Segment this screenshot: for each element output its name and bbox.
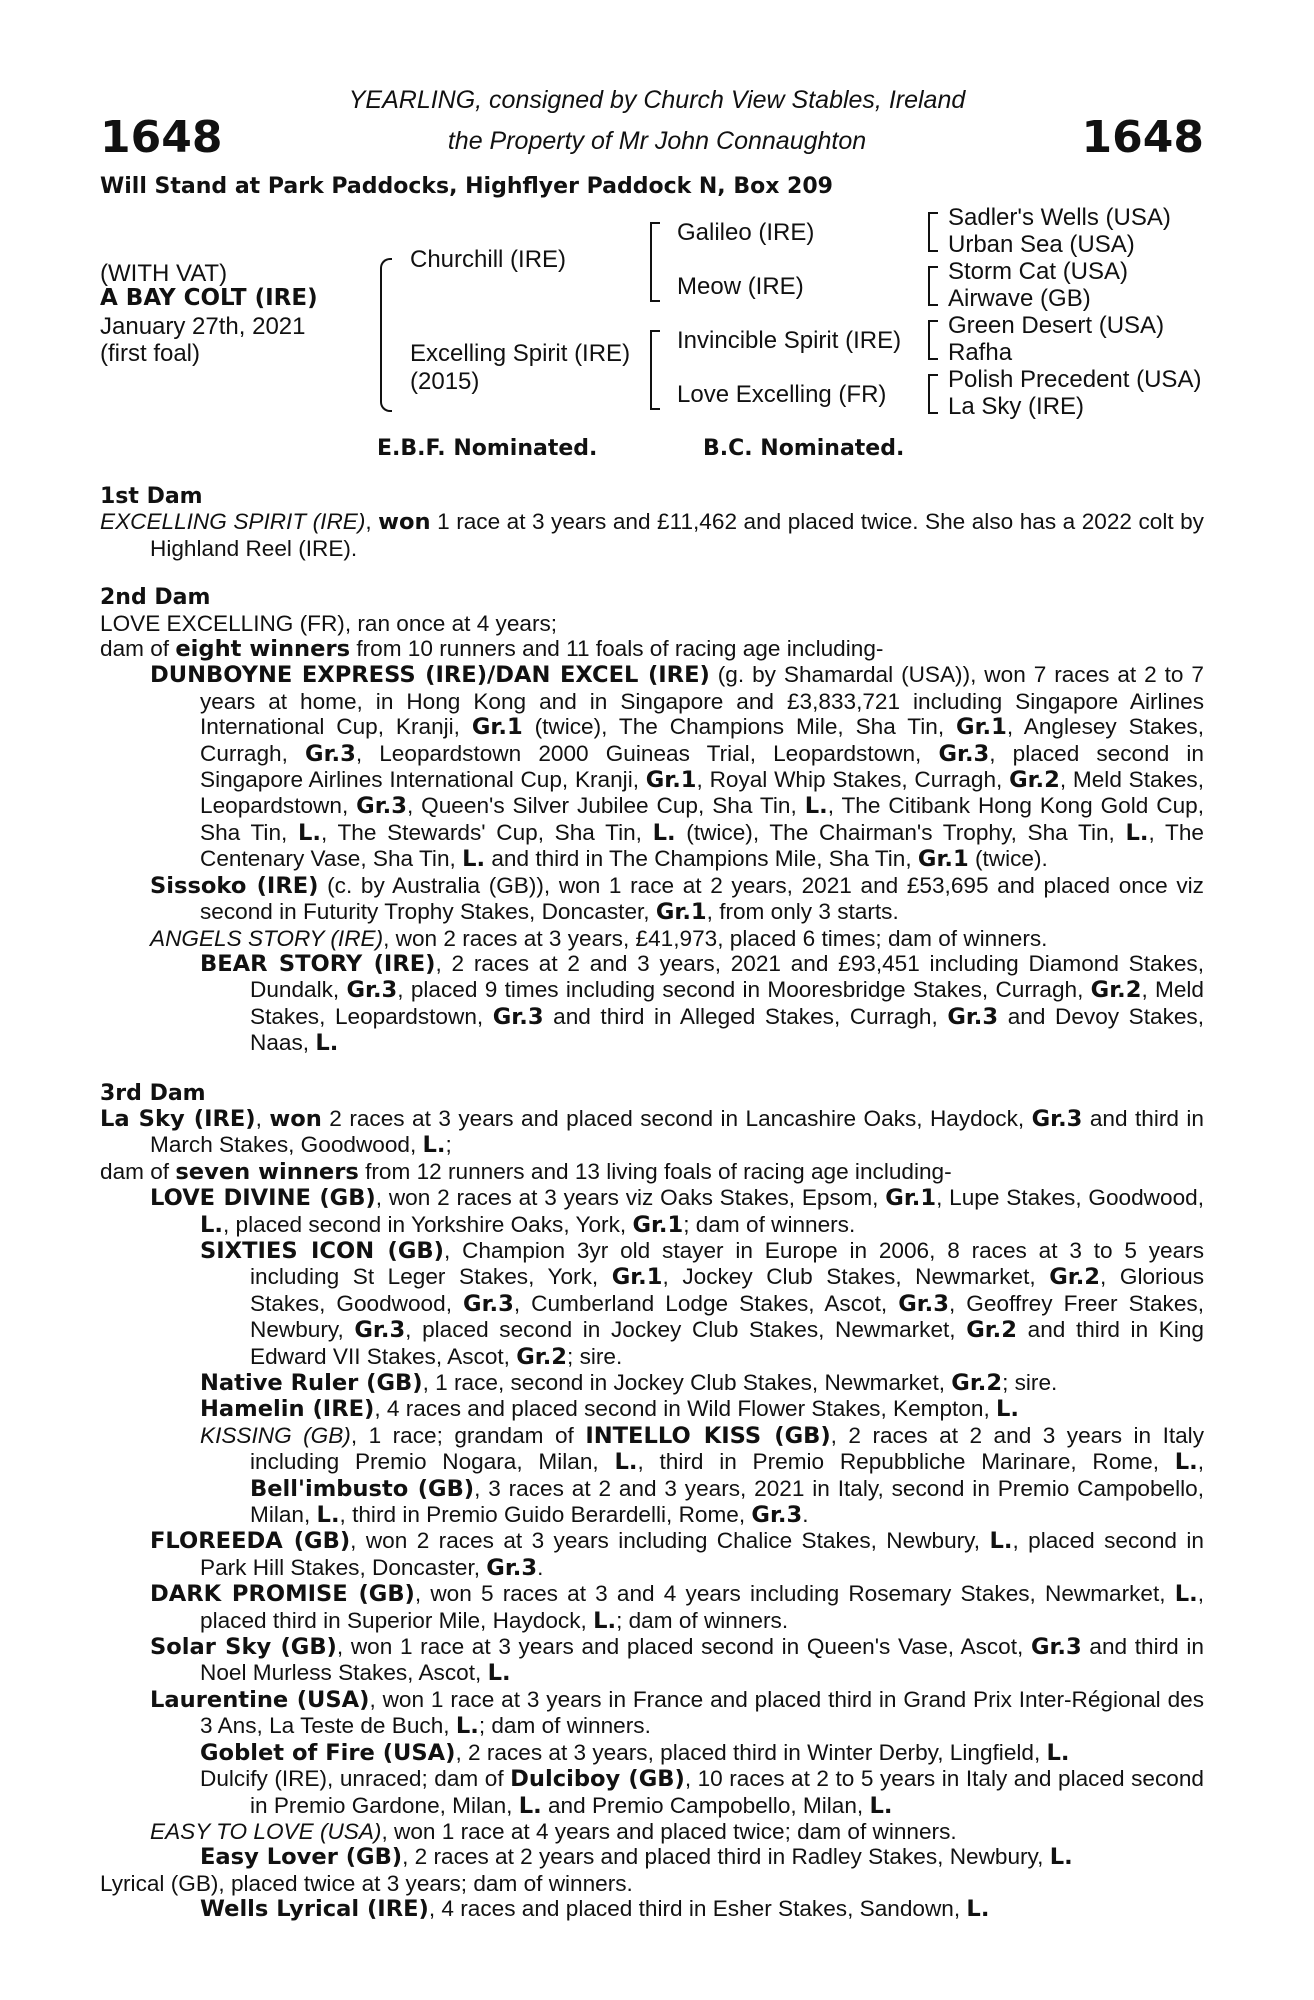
bold-text: L. (966, 1896, 990, 1923)
dam-dam: Love Excelling (FR) (677, 381, 887, 408)
bold-text: INTELLO KISS (GB) (585, 1422, 831, 1449)
text-run: , 1 race; grandam of (350, 1422, 586, 1448)
text-run: ; dam of winners. (616, 1607, 789, 1633)
sire-name: Churchill (IRE) (410, 246, 567, 273)
bold-text: Gr.2 (951, 1370, 1003, 1396)
bold-text: Gr.1 (632, 1211, 684, 1238)
text-run: . (802, 1502, 809, 1528)
bold-text: L. (315, 1030, 339, 1057)
bold-text: L. (462, 846, 486, 873)
owner-line: the Property of Mr John Connaughton (447, 127, 867, 155)
text-run: and third in The Champions Mile, Sha Tin, (485, 846, 918, 872)
bold-text: Gr.3 (947, 1003, 999, 1030)
bold-text: DARK PROMISE (GB) (150, 1581, 415, 1608)
bold-text: Gr.3 (354, 1317, 406, 1344)
text-run: , 1 race, second in Jockey Club Stakes, Newmarket, (422, 1370, 952, 1395)
bold-text: Gr.2 (1049, 1264, 1101, 1291)
text-run: , Jockey Club Stakes, Newmarket, (662, 1264, 1050, 1290)
bold-text: Gr.1 (471, 714, 523, 741)
text-run: , won 2 races at 3 years, £41,973, placed 6 times; dam of winners. (383, 925, 1048, 951)
bracket-dam (650, 330, 660, 410)
italic-text: EASY TO LOVE (USA) (150, 1818, 382, 1844)
bold-text: Laurentine (USA) (150, 1686, 370, 1713)
bold-text: Sissoko (IRE) (150, 872, 319, 899)
entry (100, 951, 1204, 1057)
bold-text: L. (1049, 1844, 1073, 1871)
entry (100, 1766, 1204, 1819)
text-run: , 4 races and placed second in Wild Flower Stakes, Kempton, (374, 1396, 996, 1422)
text-run: , The Centenary Vase, Sha Tin, (200, 819, 1204, 872)
bracket-dd (928, 374, 938, 414)
bold-text: Dulciboy (GB) (510, 1766, 685, 1793)
text-run: , third in Premio Guido Berardelli, Rome, (339, 1502, 752, 1528)
lot-number-right: 1648 (1081, 112, 1204, 163)
dam-sire: Invincible Spirit (IRE) (677, 327, 902, 354)
bold-text: eight winners (175, 636, 351, 663)
entry (100, 926, 1204, 951)
consignor-line: YEARLING, consigned by Church View Stables, Ireland (348, 86, 966, 114)
bold-text: DUNBOYNE EXPRESS (IRE)/DAN EXCEL (IRE) (150, 662, 710, 689)
bold-text: Hamelin (IRE) (200, 1396, 375, 1423)
sd-dam: Airwave (GB) (948, 285, 1091, 312)
entry (100, 611, 1204, 636)
dd-sire: Polish Precedent (USA) (948, 366, 1202, 393)
text-run: , (1197, 1449, 1204, 1475)
dam-year: (2015) (410, 368, 480, 395)
bracket-ds (928, 320, 938, 360)
bold-text: L. (1046, 1739, 1070, 1766)
bold-text: Wells Lyrical (IRE) (200, 1896, 429, 1923)
entry (100, 636, 1204, 662)
text-run: ; dam of winners. (478, 1713, 651, 1739)
dd-dam: La Sky (IRE) (948, 393, 1085, 420)
text-run: , placed second in Park Hill Stakes, Doncaster, (200, 1528, 1204, 1580)
text-run: ; sire. (1002, 1370, 1058, 1395)
lot-number-left: 1648 (100, 112, 223, 163)
entry (100, 1844, 1204, 1870)
bold-text: Gr.3 (346, 977, 398, 1004)
bracket-sire (650, 222, 660, 302)
bold-text: Gr.1 (885, 1185, 937, 1212)
bold-text: Gr.3 (938, 740, 990, 767)
bold-text: L. (996, 1396, 1019, 1423)
bold-text: Gr.1 (645, 767, 697, 794)
text-run: , Leopardstown 2000 Guineas Trial, Leopardstown, (355, 740, 939, 766)
text-run: from 12 runners and 13 living foals of racing age including- (358, 1158, 952, 1184)
bold-text: Gr.3 (1031, 1105, 1083, 1132)
entry (100, 1423, 1204, 1529)
bold-text: Gr.3 (1030, 1634, 1082, 1661)
text-run: , won 2 races at 3 years including Chalice Stakes, Newbury, (350, 1528, 990, 1554)
entry (100, 1634, 1204, 1687)
bold-text: Gr.3 (486, 1554, 538, 1581)
text-run: , placed 9 times including second in Mooresbridge Stakes, Curragh, (397, 977, 1091, 1003)
bc-nomination: B.C. Nominated. (703, 436, 905, 461)
bold-text: Gr.2 (516, 1343, 568, 1370)
ss-sire: Sadler's Wells (USA) (948, 204, 1171, 231)
text-run: , 10 races at 2 to 5 years in Italy and placed second in Premio Gardone, Milan, (250, 1766, 1204, 1818)
text-run: LOVE EXCELLING (FR), ran once at 4 years; (100, 610, 558, 636)
bold-text: L. (614, 1449, 638, 1476)
sire-sire: Galileo (IRE) (677, 219, 815, 246)
bold-text: Gr.1 (611, 1264, 663, 1291)
entry (100, 1581, 1204, 1634)
entry (100, 1396, 1204, 1422)
bold-text: L. (1174, 1449, 1198, 1476)
text-run: (twice), The Champions Mile, Sha Tin, (522, 714, 957, 740)
third-dam-heading: 3rd Dam (100, 1080, 206, 1106)
entry (100, 1159, 1204, 1185)
ss-dam: Urban Sea (USA) (948, 231, 1135, 258)
entry (100, 1819, 1204, 1844)
text-run: , (255, 1105, 270, 1131)
text-run: , Meld Stakes, Leopardstown, (200, 767, 1204, 819)
text-run: (twice). (968, 846, 1048, 872)
bold-text: L. (1174, 1581, 1198, 1608)
italic-text: KISSING (GB) (200, 1422, 351, 1448)
entry (100, 1528, 1204, 1581)
bold-text: FLOREEDA (GB) (150, 1528, 351, 1555)
text-run: (twice), The Chairman's Trophy, Sha Tin, (675, 819, 1126, 845)
bold-text: won (269, 1105, 322, 1132)
foal-note: (first foal) (100, 340, 201, 367)
bracket-ss (928, 212, 938, 252)
italic-text: EXCELLING SPIRIT (IRE) (100, 509, 366, 535)
horse-name: A BAY COLT (IRE) (100, 285, 318, 311)
sire-dam: Meow (IRE) (677, 273, 804, 300)
text-run: , (365, 509, 379, 535)
entry (100, 1740, 1204, 1766)
text-run: dam of (100, 636, 176, 662)
text-run: Lyrical (GB), placed twice at 3 years; dam of winners. (100, 1870, 633, 1896)
text-run: , placed second in Singapore Airlines International Cup, Kranji, (200, 740, 1204, 793)
bold-text: L. (455, 1713, 479, 1740)
ds-sire: Green Desert (USA) (948, 312, 1165, 339)
second-dam-heading: 2nd Dam (100, 585, 211, 611)
text-run: from 10 runners and 11 foals of racing age including- (350, 636, 884, 662)
text-run: , Cumberland Lodge Stakes, Ascot, (513, 1290, 899, 1316)
bold-text: Easy Lover (GB) (200, 1844, 403, 1871)
text-run: ; dam of winners. (683, 1211, 856, 1237)
bold-text: Gr.3 (463, 1290, 514, 1317)
bold-text: Gr.2 (1090, 977, 1142, 1004)
text-run: 1 race at 3 years and £11,462 and placed twice. She also has a 2022 colt by Highland Reel (IRE). (150, 509, 1204, 561)
text-run: , 2 races at 2 and 3 years in Italy including Premio Nogara, Milan, (250, 1422, 1205, 1475)
text-run: and Devoy Stakes, Naas, (250, 1003, 1205, 1056)
text-run: and third in March Stakes, Goodwood, (150, 1105, 1204, 1158)
text-run: (c. by Australia (GB)), won 1 race at 2 years, 2021 and £53,695 and placed once viz second in Futurity Trophy Stakes, Doncaster, (200, 872, 1204, 925)
bold-text: SIXTIES ICON (GB) (200, 1237, 444, 1264)
first-dam-heading: 1st Dam (100, 484, 203, 509)
stand-location: Will Stand at Park Paddocks, Highflyer Paddock N, Box 209 (100, 174, 833, 199)
bold-text: Gr.3 (898, 1290, 949, 1317)
bold-text: L. (869, 1792, 893, 1819)
text-run: , placed second in Jockey Club Stakes, Newmarket, (405, 1317, 967, 1343)
text-run: , 2 races at 2 years and placed third in Radley Stakes, Newbury, (402, 1844, 1050, 1870)
bold-text: La Sky (IRE) (100, 1105, 256, 1132)
ds-dam: Rafha (948, 339, 1013, 366)
bold-text: Gr.1 (956, 714, 1007, 741)
text-run: and third in King Edward VII Stakes, Ascot, (250, 1317, 1204, 1369)
entry (100, 662, 1204, 872)
bold-text: Gr.2 (966, 1317, 1017, 1344)
dam-name: Excelling Spirit (IRE) (410, 340, 631, 367)
italic-text: ANGELS STORY (IRE) (150, 925, 384, 951)
text-run: ; sire. (567, 1343, 623, 1369)
text-run: , 3 races at 2 and 3 years, 2021 in Italy, second in Premio Campobello, Milan, (250, 1475, 1204, 1528)
text-run: , placed second in Yorkshire Oaks, York, (222, 1211, 633, 1237)
bold-text: LOVE DIVINE (GB) (150, 1185, 376, 1212)
bold-text: Gr.1 (655, 899, 707, 926)
text-run: 2 races at 3 years and placed second in Lancashire Oaks, Haydock, (321, 1105, 1032, 1131)
bold-text: Bell'imbusto (GB) (250, 1475, 475, 1502)
text-run: , Champion 3yr old stayer in Europe in 2006, 8 races at 3 to 5 years including St Leger Stakes, York, (250, 1237, 1204, 1290)
bold-text: Gr.3 (751, 1502, 803, 1529)
text-run: , Queen's Silver Jubilee Cup, Sha Tin, (406, 793, 805, 819)
text-run: . (537, 1554, 544, 1580)
bracket-generation-1 (380, 258, 392, 412)
bold-text: L. (593, 1607, 617, 1634)
ebf-nomination: E.B.F. Nominated. (377, 436, 598, 461)
entry (100, 873, 1204, 926)
text-run: , The Stewards' Cup, Sha Tin, (320, 819, 653, 845)
bold-text: L. (487, 1660, 511, 1687)
text-run: and Premio Campobello, Milan, (541, 1792, 870, 1818)
bold-text: L. (804, 793, 828, 820)
text-run: , won 1 race at 3 years in France and placed third in Grand Prix Inter-Régional des 3 Ans, La Teste de Buch, (200, 1686, 1204, 1739)
text-run: , Geoffrey Freer Stakes, Newbury, (250, 1290, 1204, 1343)
entry (100, 1370, 1204, 1396)
text-run: and third in Noel Murless Stakes, Ascot, (200, 1634, 1204, 1686)
bold-text: Gr.2 (1009, 767, 1060, 794)
bold-text: L. (1125, 819, 1149, 846)
sd-sire: Storm Cat (USA) (948, 258, 1129, 285)
text-run: , won 2 races at 3 years viz Oaks Stakes, Epsom, (375, 1185, 886, 1211)
bold-text: L. (989, 1528, 1013, 1555)
bold-text: L. (316, 1502, 340, 1529)
bracket-sd (928, 266, 938, 306)
bold-text: Gr.3 (356, 793, 407, 820)
text-run: , 2 races at 2 and 3 years, 2021 and £93,451 including Diamond Stakes, Dundalk, (250, 950, 1204, 1003)
entry (100, 1871, 1204, 1896)
bold-text: L. (422, 1132, 446, 1159)
entry (100, 509, 1204, 561)
text-run: , third in Premio Repubbliche Marinare, Rome, (637, 1449, 1175, 1475)
bold-text: Native Ruler (GB) (200, 1370, 423, 1396)
entry (100, 1238, 1204, 1370)
entry (100, 1687, 1204, 1740)
text-run: , placed third in Superior Mile, Haydock, (200, 1581, 1204, 1633)
text-run: , from only 3 starts. (706, 899, 899, 925)
text-run: and third in Alleged Stakes, Curragh, (543, 1003, 948, 1029)
text-run: , Lupe Stakes, Goodwood, (936, 1185, 1204, 1211)
bold-text: L. (297, 819, 321, 846)
bold-text: Gr.1 (917, 846, 969, 873)
text-run: , won 1 race at 3 years and placed second in Queen's Vase, Ascot, (336, 1634, 1031, 1660)
foaling-date: January 27th, 2021 (100, 313, 306, 340)
bold-text: Solar Sky (GB) (150, 1634, 337, 1661)
bold-text: L. (200, 1211, 223, 1238)
text-run: , Anglesey Stakes, Curragh, (200, 714, 1204, 766)
text-run: Dulcify (IRE), unraced; dam of (200, 1766, 511, 1792)
entry (100, 1896, 1204, 1922)
text-run: , won 5 races at 3 and 4 years including Rosemary Stakes, Newmarket, (414, 1581, 1175, 1607)
entry (100, 1185, 1204, 1238)
entry (100, 1106, 1204, 1159)
bold-text: Gr.3 (492, 1003, 544, 1030)
bold-text: L. (518, 1792, 542, 1819)
text-run: dam of (100, 1158, 176, 1184)
text-run: ; (445, 1132, 452, 1158)
text-run: , Glorious Stakes, Goodwood, (250, 1264, 1204, 1316)
bold-text: L. (652, 819, 676, 846)
text-run: , The Citibank Hong Kong Gold Cup, Sha Tin, (200, 793, 1204, 845)
text-run: , Meld Stakes, Leopardstown, (250, 977, 1205, 1029)
vat-note: (WITH VAT) (100, 260, 228, 287)
text-run: , 4 races and placed third in Esher Stakes, Sandown, (428, 1896, 967, 1922)
text-run: , won 1 race at 4 years and placed twice; dam of winners. (381, 1818, 957, 1844)
text-run: , 2 races at 3 years, placed third in Winter Derby, Lingfield, (455, 1739, 1047, 1765)
bold-text: Goblet of Fire (USA) (200, 1739, 456, 1766)
bold-text: won (378, 509, 431, 536)
bold-text: BEAR STORY (IRE) (200, 950, 436, 977)
text-run: , Royal Whip Stakes, Curragh, (696, 767, 1010, 793)
catalogue-body (100, 484, 1204, 1923)
bold-text: Gr.3 (305, 740, 356, 767)
text-run: (g. by Shamardal (USA)), won 7 races at 2 to 7 years at home, in Hong Kong and in Singapore and £3,833,721 including Singapore Airlines International Cup, Kranji, (200, 662, 1204, 740)
bold-text: seven winners (175, 1158, 359, 1185)
